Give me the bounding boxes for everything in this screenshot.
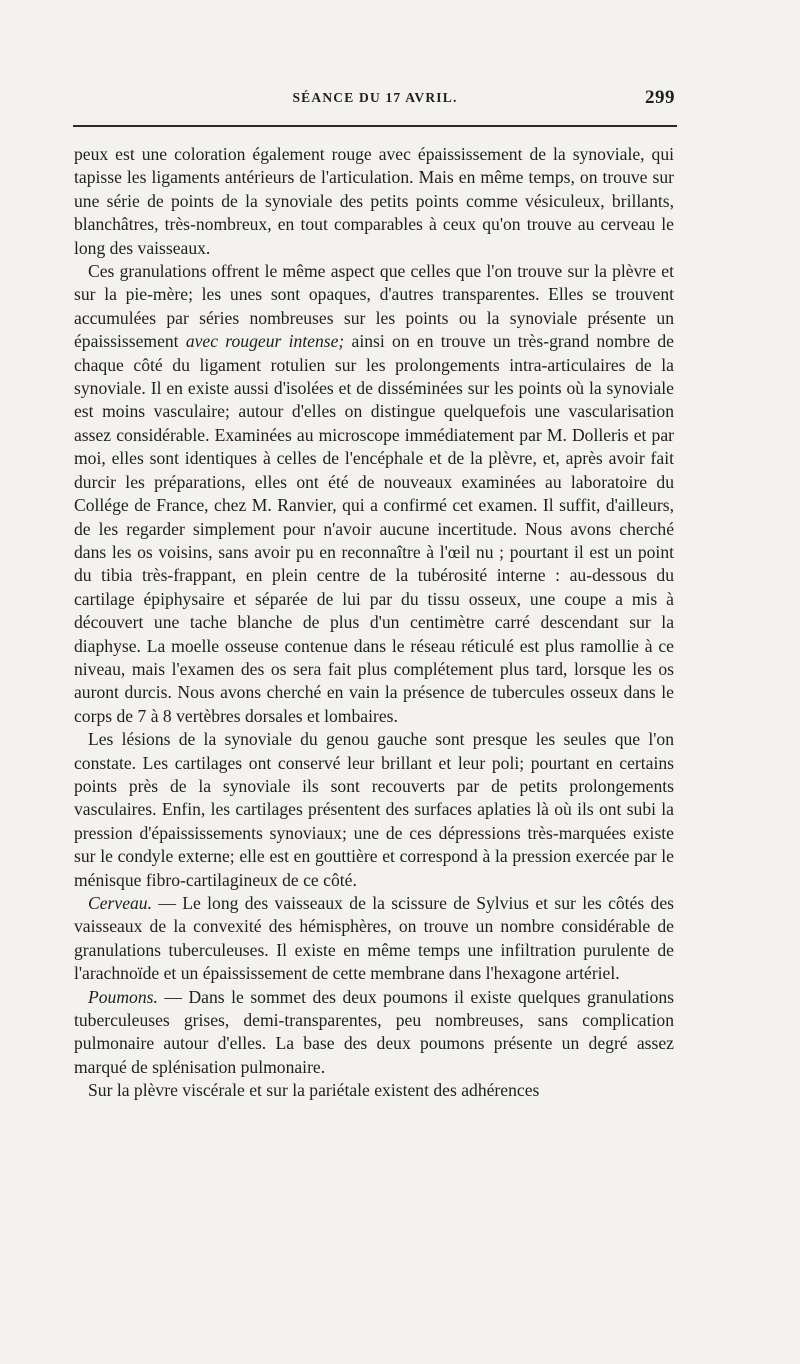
text-run: Sur la plèvre viscérale et sur la pariétale existent des adhérences bbox=[88, 1080, 540, 1101]
body-text bbox=[74, 143, 674, 1103]
running-head bbox=[75, 87, 675, 112]
text-run: Ces granulations offrent le même aspect que celles que l'on trouve sur la plèvre et sur la pie-mère; les unes sont opaques, d'autres transparentes. Elles se trouvent accumulées par séries nombreuses sur les points ou la synoviale présente un épaississement bbox=[74, 261, 674, 352]
section-label-cerveau: Cerveau. bbox=[88, 893, 153, 913]
paragraph bbox=[74, 728, 674, 892]
text-run: ainsi on en trouve un très-grand nombre de chaque côté du ligament rotulien sur les prolongements intra-articulaires de la synoviale. Il en existe aussi d'isolées et de disséminées sur les points où la synoviale est moins vasculaire; autour d'elles on distingue quelquefois une vascularisation assez considérable. Examinées au microscope immédiatement par M. Dolleris et par moi, elles sont identiques à celles de l'encéphale et de la plèvre, et, après avoir fait durcir les préparations, elles ont été de nouveaux examinées au laboratoire du Collége de France, chez M. Ranvier, qui a confirmé cet examen. Il suffit, d'ailleurs, de les regarder simplement pour n'avoir aucune incertitude. Nous avons cherché dans les os voisins, sans avoir pu en reconnaître à l'œil nu ; pourtant il est un point du tibia très-frappant, en plein centre de la tubérosité interne : au-dessous du cartilage épiphysaire et séparée de lui par du tissu osseux, une coupe a mis à découvert une tache blanche de plus d'un centimètre carré descendant sur la diaphyse. La moelle osseuse contenue dans le réseau réticulé est plus ramollie à ce niveau, mais l'examen des os sera fait plus complétement plus tard, lorsque les os auront durcis. Nous avons cherché en vain la présence de tubercules osseux dans le corps de 7 à 8 vertèbres dorsales et lombaires. bbox=[74, 331, 674, 726]
section-label-poumons: Poumons. bbox=[88, 986, 158, 1007]
paragraph-cerveau bbox=[74, 892, 674, 986]
text-run: — Le long des vaisseaux de la scissure de Sylvius et sur les côtés des vaisseaux de la convexité des hémisphères, on trouve un nombre considérable de granulations tuberculeuses. Il existe en même temps une infiltration purulente de l'arachnoïde et un épaississement de cette membrane dans l'hexagone artériel. bbox=[74, 893, 674, 984]
text-run: peux est une coloration également rouge avec épaississement de la synoviale, qui tapisse les ligaments antérieurs de l'articulation. Mais en même temps, on trouve sur une série de points de la synoviale des petits points comme vésiculeux, brillants, blanchâtres, très-nombreux, en tout comparables à ceux qu'on trouve au cerveau le long des vaisseaux. bbox=[74, 144, 674, 258]
paragraph-poumons bbox=[74, 986, 674, 1080]
page-number: 299 bbox=[645, 87, 675, 108]
text-run: Les lésions de la synoviale du genou gauche sont presque les seules que l'on constate. Les cartilages ont conservé leur brillant et leur poli; pourtant en certains points près de la synoviale ils sont recouverts par de petits prolongements vasculaires. Enfin, les cartilages présentent des surfaces aplaties là où ils ont subi la pression d'épaississements synoviaux; une de ces dépressions très-marquées existe sur le condyle externe; elle est en gouttière et correspond à la pression exercée par le ménisque fibro-cartilagineux de ce côté. bbox=[74, 729, 674, 890]
text-run: — Dans le sommet des deux poumons il existe quelques granulations tuberculeuses grises, demi-transparentes, peu nombreuses, sans complication pulmonaire autour d'elles. La base des deux poumons présente un degré assez marqué de splénisation pulmonaire. bbox=[74, 986, 674, 1077]
paragraph bbox=[74, 260, 674, 728]
paragraph bbox=[74, 1079, 674, 1102]
italic-run: avec rougeur intense; bbox=[185, 331, 345, 352]
running-title: SÉANCE DU 17 AVRIL. bbox=[292, 90, 458, 105]
paragraph bbox=[74, 143, 674, 260]
header-rule bbox=[73, 125, 677, 127]
